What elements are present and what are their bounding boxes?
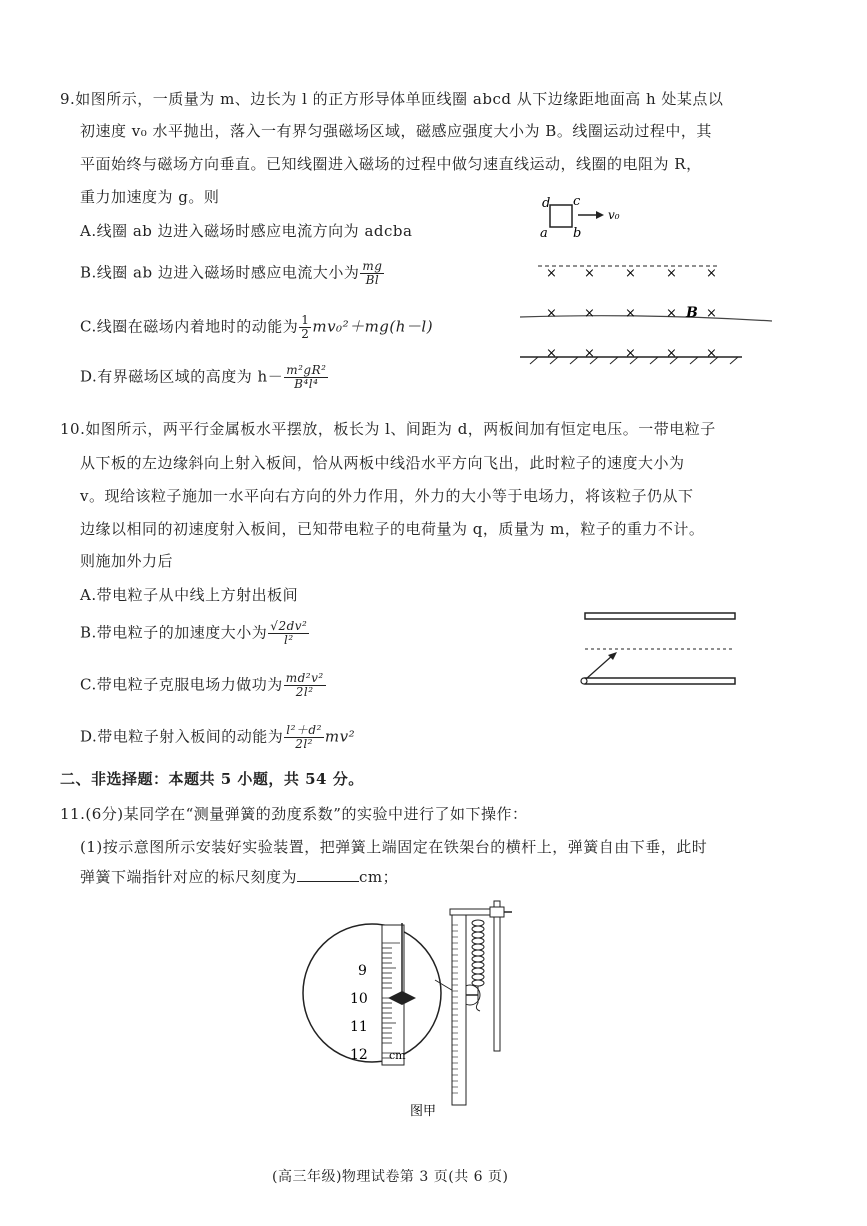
q10-option-d-suffix: mv²: [324, 727, 356, 746]
q10-option-d-text: D.带电粒子射入板间的动能为: [80, 727, 284, 746]
tick-label-12: 12: [350, 1047, 368, 1063]
tick-label-10: 10: [350, 991, 368, 1007]
q9-option-b-den: Bl: [365, 273, 380, 287]
q11-line3-unit: cm；: [359, 868, 399, 886]
label-a: a: [540, 226, 548, 241]
q9-option-d-num: m²gR²: [286, 363, 327, 377]
initial-velocity-arrow: [586, 655, 613, 679]
q9-line2: 初速度 v₀ 水平抛出，落入一有界匀强磁场区域，磁感应强度大小为 B。线圈运动过程中，其: [80, 122, 712, 140]
q10-option-d-num: l²＋d²: [286, 723, 322, 737]
velocity-arrowhead: [596, 211, 604, 219]
q9-magnetic-field-figure: [480, 195, 780, 370]
q10-option-b-den: l²: [284, 633, 294, 647]
q10-option-c-fraction: [284, 672, 326, 699]
q9-option-c-suffix: mv₀²＋mg(h－l): [312, 317, 434, 336]
q11-line3-text: 弹簧下端指针对应的标尺刻度为: [80, 868, 298, 886]
cross-mark: ×: [546, 266, 557, 281]
page-footer: (高三年级)物理试卷第 3 页(共 6 页): [272, 1169, 509, 1185]
spring-coils: [472, 920, 484, 986]
cross-mark: ×: [584, 306, 595, 321]
label-d: d: [542, 196, 551, 211]
upper-plate: [585, 613, 735, 619]
q10-option-d: [80, 724, 355, 751]
q9-option-c: [80, 314, 433, 341]
q9-option-d: [80, 364, 329, 391]
field-row-1: [546, 266, 717, 281]
field-row-3: [546, 346, 717, 361]
q9-option-d-den: B⁴l⁴: [294, 377, 319, 391]
cross-mark: ×: [546, 306, 557, 321]
q9-option-b-text: B.线圈 ab 边进入磁场时感应电流大小为: [80, 263, 360, 282]
q10-option-a: A.带电粒子从中线上方射出板间: [80, 586, 299, 604]
q9-line4: 重力加速度为 g。则: [80, 188, 220, 206]
q9-line1: 9.如图所示，一质量为 m、边长为 l 的正方形导体单匝线圈 abcd 从下边缘距地面高 h 处某点以: [60, 90, 724, 108]
q10-line1: 10.如图所示，两平行金属板水平摆放，板长为 l、间距为 d，两板间加有恒定电压。一带电粒子: [60, 420, 716, 438]
cross-mark: ×: [666, 346, 677, 361]
q10-option-b-fraction: [268, 620, 309, 647]
q10-parallel-plates-figure: [575, 605, 745, 695]
cross-mark: ×: [584, 266, 595, 281]
q9-line3: 平面始终与磁场方向垂直。已知线圈进入磁场的过程中做匀速直线运动，线圈的电阻为 R，: [80, 155, 702, 173]
q10-option-d-den: 2l²: [295, 737, 313, 751]
coil-square: [550, 205, 572, 227]
cross-mark: ×: [625, 266, 636, 281]
q10-option-c: [80, 672, 327, 699]
field-lower-boundary: [520, 316, 772, 321]
unit-label-cm: cm: [389, 1049, 406, 1062]
q9-option-d-text: D.有界磁场区域的高度为 h－: [80, 367, 284, 386]
magnifier-circle: [303, 924, 441, 1062]
ruler: [452, 915, 466, 1105]
q11-spring-figure: [300, 895, 540, 1120]
label-c: c: [573, 194, 581, 209]
q11-line1: 11.(6分)某同学在“测量弹簧的劲度系数”的实验中进行了如下操作：: [60, 805, 528, 823]
q9-option-b-num: mg: [362, 259, 383, 273]
q11-line3: [80, 866, 398, 887]
tick-label-9: 9: [358, 963, 367, 979]
cross-mark: ×: [706, 346, 717, 361]
q9-option-b: [80, 260, 385, 287]
q10-line3: v。现给该粒子施加一水平向右方向的外力作用，外力的大小等于电场力，将该粒子仍从下: [80, 487, 694, 505]
q10-line4: 边缘以相同的初速度射入板间，已知带电粒子的电荷量为 q，质量为 m，粒子的重力不计。: [80, 520, 705, 538]
lower-plate: [585, 678, 735, 684]
cross-mark: ×: [706, 266, 717, 281]
cross-mark: ×: [625, 346, 636, 361]
tick-label-11: 11: [350, 1019, 368, 1035]
q9-option-a: A.线圈 ab 边进入磁场时感应电流方向为 adcba: [80, 222, 413, 240]
q9-option-c-num: 1: [301, 313, 310, 327]
q9-option-c-den: 2: [301, 327, 310, 341]
q10-option-b-text: B.带电粒子的加速度大小为: [80, 623, 268, 642]
cross-mark: ×: [584, 346, 595, 361]
q10-option-d-fraction: [284, 724, 324, 751]
q9-option-c-fraction: [299, 314, 311, 341]
q10-option-b: [80, 620, 310, 647]
q9-option-b-fraction: [360, 260, 384, 287]
stand-clamp: [490, 907, 504, 917]
q10-line2: 从下板的左边缘斜向上射入板间，恰从两板中线沿水平方向飞出，此时粒子的速度大小为: [80, 454, 685, 472]
q10-option-b-num: √2dv²: [270, 619, 308, 633]
label-b: b: [573, 226, 582, 241]
cross-mark: ×: [666, 306, 677, 321]
q10-option-c-text: C.带电粒子克服电场力做功为: [80, 675, 283, 694]
figure-caption: 图甲: [410, 1104, 437, 1119]
answer-blank[interactable]: [297, 867, 359, 882]
cross-mark: ×: [706, 306, 717, 321]
label-B: B: [686, 305, 698, 321]
q10-option-c-den: 2l²: [295, 685, 314, 699]
hook-tip: [476, 1003, 480, 1011]
cross-mark: ×: [666, 266, 677, 281]
q9-option-c-text: C.线圈在磁场内着地时的动能为: [80, 317, 299, 336]
q9-option-d-fraction: [284, 364, 328, 391]
section-2-heading: 二、非选择题：本题共 5 小题，共 54 分。: [60, 770, 364, 788]
cross-mark: ×: [625, 306, 636, 321]
q11-line2: (1)按示意图所示安装好实验装置，把弹簧上端固定在铁架台的横杆上，弹簧自由下垂，此时: [80, 838, 708, 856]
cross-mark: ×: [546, 346, 557, 361]
q10-line5: 则施加外力后: [80, 552, 174, 570]
q10-option-c-num: md²v²: [285, 671, 324, 685]
label-v0: v₀: [608, 208, 620, 222]
stand-pole: [494, 901, 500, 1051]
